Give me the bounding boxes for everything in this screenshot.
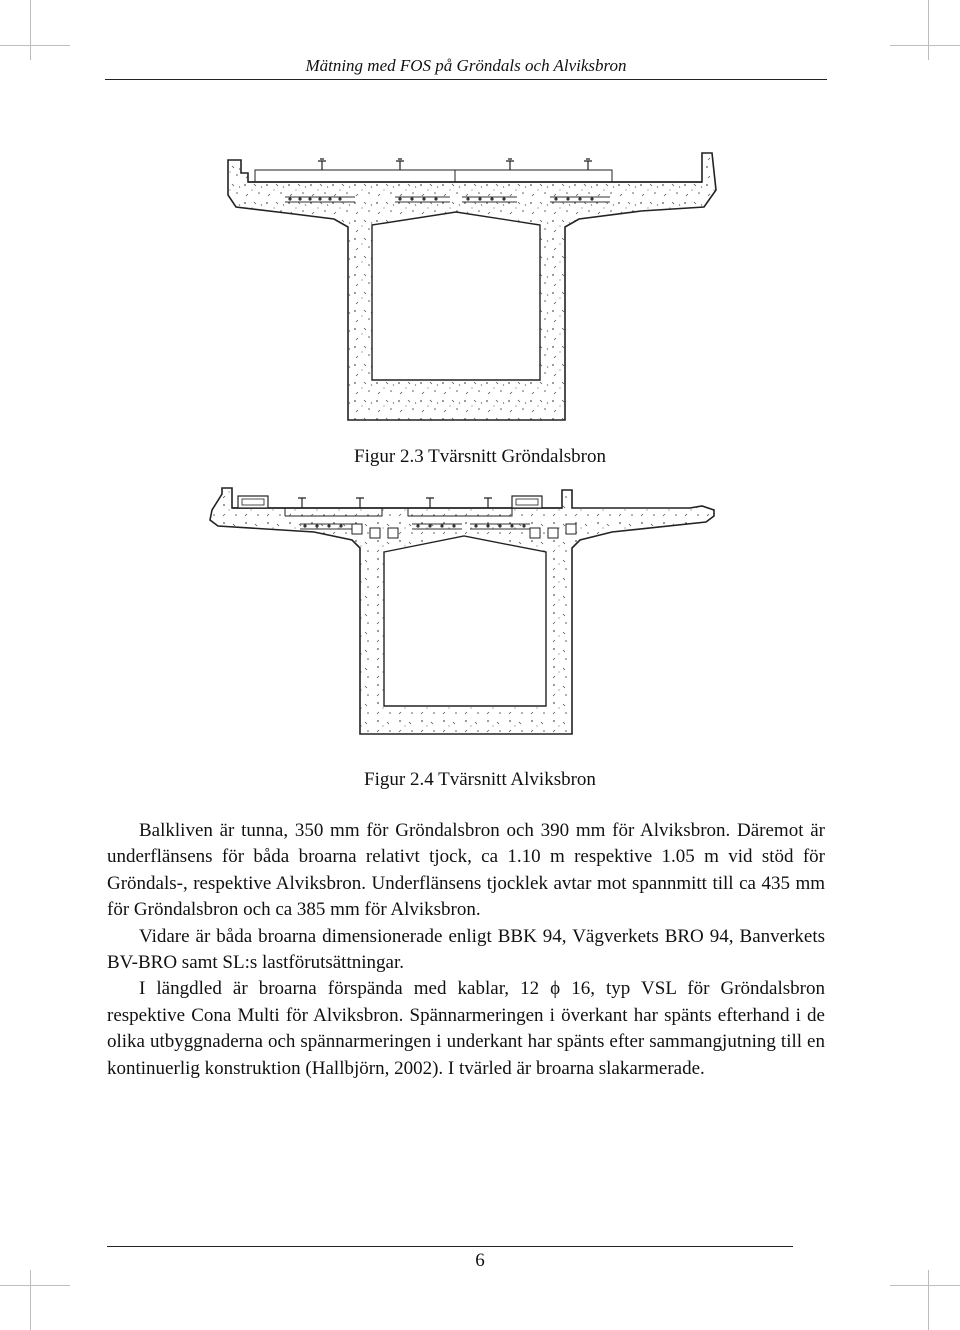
footer-rule [107, 1246, 793, 1247]
body-text [107, 818, 825, 1082]
crop-mark [0, 1285, 70, 1286]
page-number: 6 [475, 1250, 485, 1271]
paragraph: Balkliven är tunna, 350 mm för Gröndalsbron och 390 mm för Alviksbron. Däremot är underflänsens för båda broarna relativt tjock, ca 1.10 m respektive 1.05 m vid stöd för Gröndals-, respektive Alviksbron. Underflänsens tjocklek avtar mot spannmitt till ca 435 mm för Gröndalsbron och ca 385 mm för Alviksbron. [107, 820, 825, 921]
alviksbron-cross-section-drawing [0, 484, 960, 744]
crop-mark [928, 0, 929, 60]
figure-caption: Figur 2.4 Tvärsnitt Alviksbron [364, 769, 596, 790]
figure-grondalsbron [0, 145, 960, 435]
crop-mark [890, 45, 960, 46]
paragraph: I längdled är broarna förspända med kablar, 12 ϕ 16, typ VSL för Gröndalsbron respektive Cona Multi för Alviksbron. Spännarmeringen i överkant har spänts efterhand i de olika utbyggnaderna och spännarmeringen i underkant har spänts efter sammangjutning till en kontinuerlig konstruktion (Hallbjörn, 2002). I tvärled är broarna slakarmerade. [107, 978, 825, 1079]
running-head: Mätning med FOS på Gröndals och Alviksbron [305, 56, 627, 75]
crop-mark [30, 1270, 31, 1330]
figure-alviksbron [0, 484, 960, 744]
crop-mark [30, 0, 31, 60]
figure-caption: Figur 2.3 Tvärsnitt Gröndalsbron [354, 446, 606, 467]
grondalsbron-cross-section-drawing [0, 145, 960, 435]
crop-mark [890, 1285, 960, 1286]
header-rule [105, 79, 827, 80]
crop-mark [928, 1270, 929, 1330]
paragraph: Vidare är båda broarna dimensionerade enligt BBK 94, Vägverkets BRO 94, Banverkets BV-BRO samt SL:s lastförutsättningar. [107, 925, 825, 974]
crop-mark [0, 45, 70, 46]
